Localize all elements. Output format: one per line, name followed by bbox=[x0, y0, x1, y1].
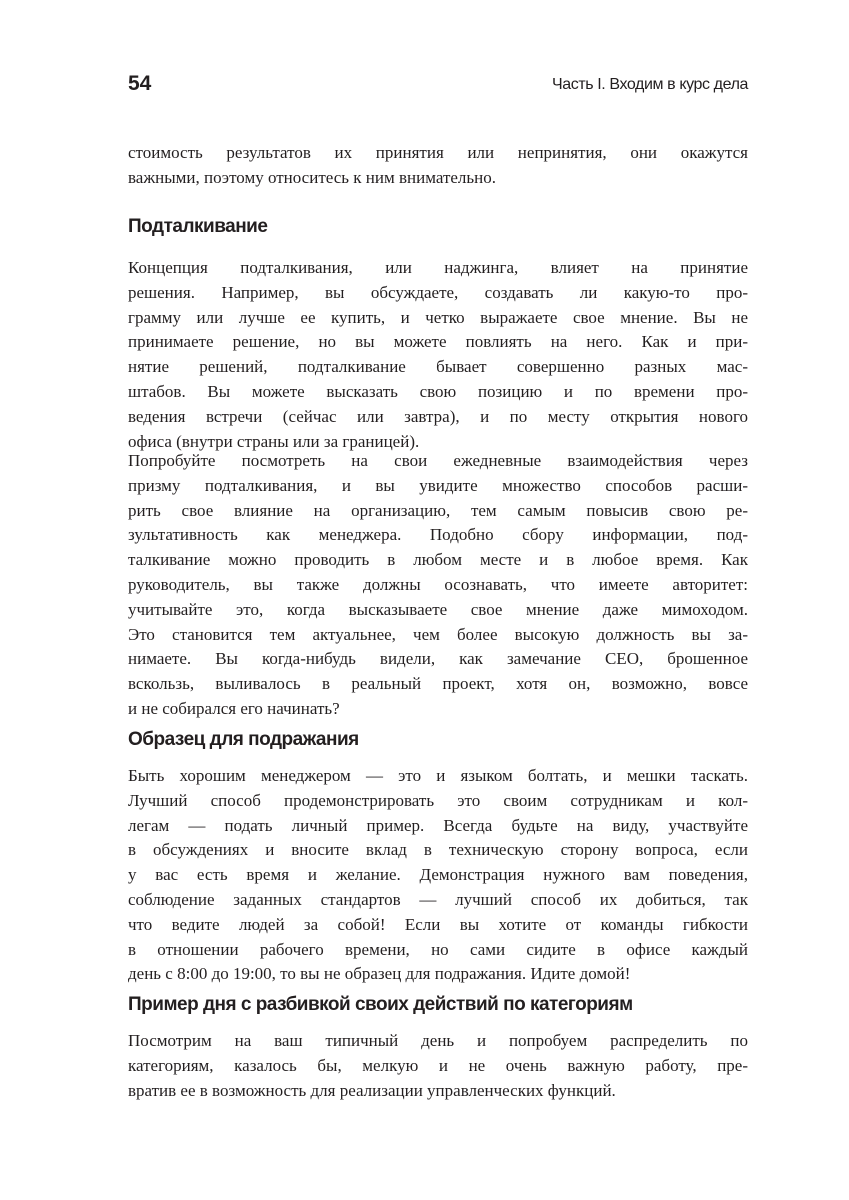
text-line: зультативность как менеджера. Подобно сбору информации, под- bbox=[128, 525, 748, 545]
text-line: штабов. Вы можете высказать свою позицию и по времени про- bbox=[128, 381, 748, 401]
text-line: у вас есть время и желание. Демонстрация нужного вам поведения, bbox=[128, 865, 748, 885]
text-line: учитывайте это, когда высказываете свое мнение даже мимоходом. bbox=[128, 599, 748, 619]
text-line: решения. Например, вы обсуждаете, создавать ли какую-то про- bbox=[128, 282, 748, 302]
text-line: день с 8:00 до 19:00, то вы не образец для подражания. Идите домой! bbox=[128, 964, 631, 984]
paragraph bbox=[128, 141, 748, 191]
text-line: рить свое влияние на организацию, тем самым повысив свою ре- bbox=[128, 500, 748, 520]
text-line: офиса (внутри страны или за границей). bbox=[128, 431, 420, 451]
text-line: призму подталкивания, и вы увидите множество способов расши- bbox=[128, 475, 748, 495]
paragraph bbox=[128, 256, 748, 454]
section-heading-role-model: Образец для подражания bbox=[128, 729, 359, 750]
text-line: принимаете решение, но вы можете повлиять на него. Как и при- bbox=[128, 332, 748, 352]
text-line: нятие решений, подталкивание бывает совершенно разных мас- bbox=[128, 357, 748, 377]
paragraph bbox=[128, 449, 748, 722]
text-line: в отношении рабочего времени, но сами сидите в офисе каждый bbox=[128, 939, 748, 959]
text-line: вратив ее в возможность для реализации управленческих функций. bbox=[128, 1080, 616, 1100]
text-line: в обсуждениях и вносите вклад в техническую сторону вопроса, если bbox=[128, 840, 748, 860]
paragraph bbox=[128, 1029, 748, 1103]
page-number: 54 bbox=[128, 72, 152, 95]
text-line: стоимость результатов их принятия или непринятия, они окажутся bbox=[128, 143, 748, 162]
text-line: категориям, казалось бы, мелкую и не очень важную работу, пре- bbox=[128, 1055, 748, 1075]
text-line: и не собирался его начинать? bbox=[128, 698, 340, 718]
text-line: легам — подать личный пример. Всегда будьте на виду, участвуйте bbox=[128, 815, 748, 835]
text-line: соблюдение заданных стандартов — лучший способ их добиться, так bbox=[128, 889, 748, 909]
text-line: ведения встречи (сейчас или завтра), и по месту открытия нового bbox=[128, 406, 748, 426]
text-line: нимаете. Вы когда-нибудь видели, как замечание CEO, брошенное bbox=[128, 649, 748, 669]
text-line: Быть хорошим менеджером — это и языком болтать, и мешки таскать. bbox=[128, 766, 748, 785]
text-line: Это становится тем актуальнее, чем более высокую должность вы за- bbox=[128, 624, 748, 644]
text-line: грамму или лучше ее купить, и четко выражаете свое мнение. Вы не bbox=[128, 307, 748, 327]
section-heading-nudging: Подталкивание bbox=[128, 216, 268, 237]
paragraph bbox=[128, 764, 748, 987]
text-line: Концепция подталкивания, или наджинга, влияет на принятие bbox=[128, 258, 748, 277]
text-line: руководитель, вы также должны осознавать, что имеете авторитет: bbox=[128, 574, 748, 594]
text-line: что ведите людей за собой! Если вы хотите от команды гибкости bbox=[128, 914, 748, 934]
text-line: талкивание можно проводить в любом месте и в любое время. Как bbox=[128, 550, 748, 570]
text-line: важными, поэтому относитесь к ним внимательно. bbox=[128, 167, 497, 187]
section-heading-day-example: Пример дня с разбивкой своих действий по категориям bbox=[128, 994, 633, 1015]
text-line: Попробуйте посмотреть на свои ежедневные взаимодействия через bbox=[128, 451, 748, 470]
text-line: Посмотрим на ваш типичный день и попробуем распределить по bbox=[128, 1031, 748, 1050]
running-title: Часть I. Входим в курс дела bbox=[551, 76, 748, 93]
text-line: вскользь, выливалось в реальный проект, хотя он, возможно, вовсе bbox=[128, 674, 748, 694]
text-line: Лучший способ продемонстрировать это своим сотрудникам и кол- bbox=[128, 790, 748, 810]
